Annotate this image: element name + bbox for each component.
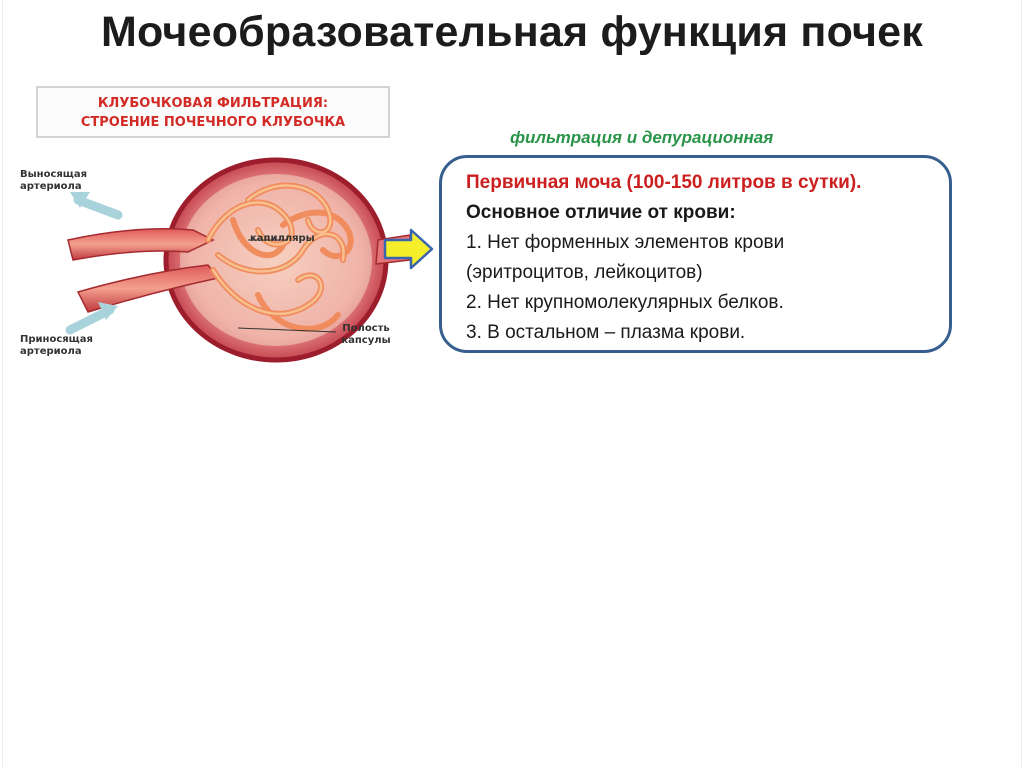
slide-border-right <box>1021 0 1022 767</box>
info-line-main-difference: Основное отличие от крови: <box>466 202 736 223</box>
slide-border-left <box>2 0 3 767</box>
label-capsule-cavity: Полость капсулы <box>341 323 391 346</box>
label-capillaries: капилляры <box>250 233 315 244</box>
info-line-point-1-detail: (эритроцитов, лейкоцитов) <box>466 262 703 283</box>
primary-urine-info-box <box>439 155 952 353</box>
info-line-point-3: 3. В остальном – плазма крови. <box>466 322 746 343</box>
efferent-flow-arrow <box>78 200 118 215</box>
figure-heading-line2: СТРОЕНИЕ ПОЧЕЧНОГО КЛУБОЧКА <box>80 115 346 130</box>
process-subtitle: фильтрация и депурационная <box>510 128 774 147</box>
right-arrow-icon <box>383 227 435 271</box>
info-line-point-1: 1. Нет форменных элементов крови <box>466 232 785 253</box>
figure-heading-line1: КЛУБОЧКОВАЯ ФИЛЬТРАЦИЯ: <box>97 96 329 111</box>
glomerulus-figure <box>18 80 410 372</box>
info-line-primary-urine: Первичная моча (100-150 литров в сутки). <box>466 172 862 193</box>
info-line-point-2: 2. Нет крупномолекулярных белков. <box>466 292 784 313</box>
label-afferent-arteriole: Приносящая артериола <box>20 334 93 357</box>
label-efferent-arteriole: Выносящая артериола <box>20 169 88 192</box>
figure-heading <box>36 86 390 138</box>
slide-title: Мочеобразовательная функция почек <box>101 8 923 56</box>
